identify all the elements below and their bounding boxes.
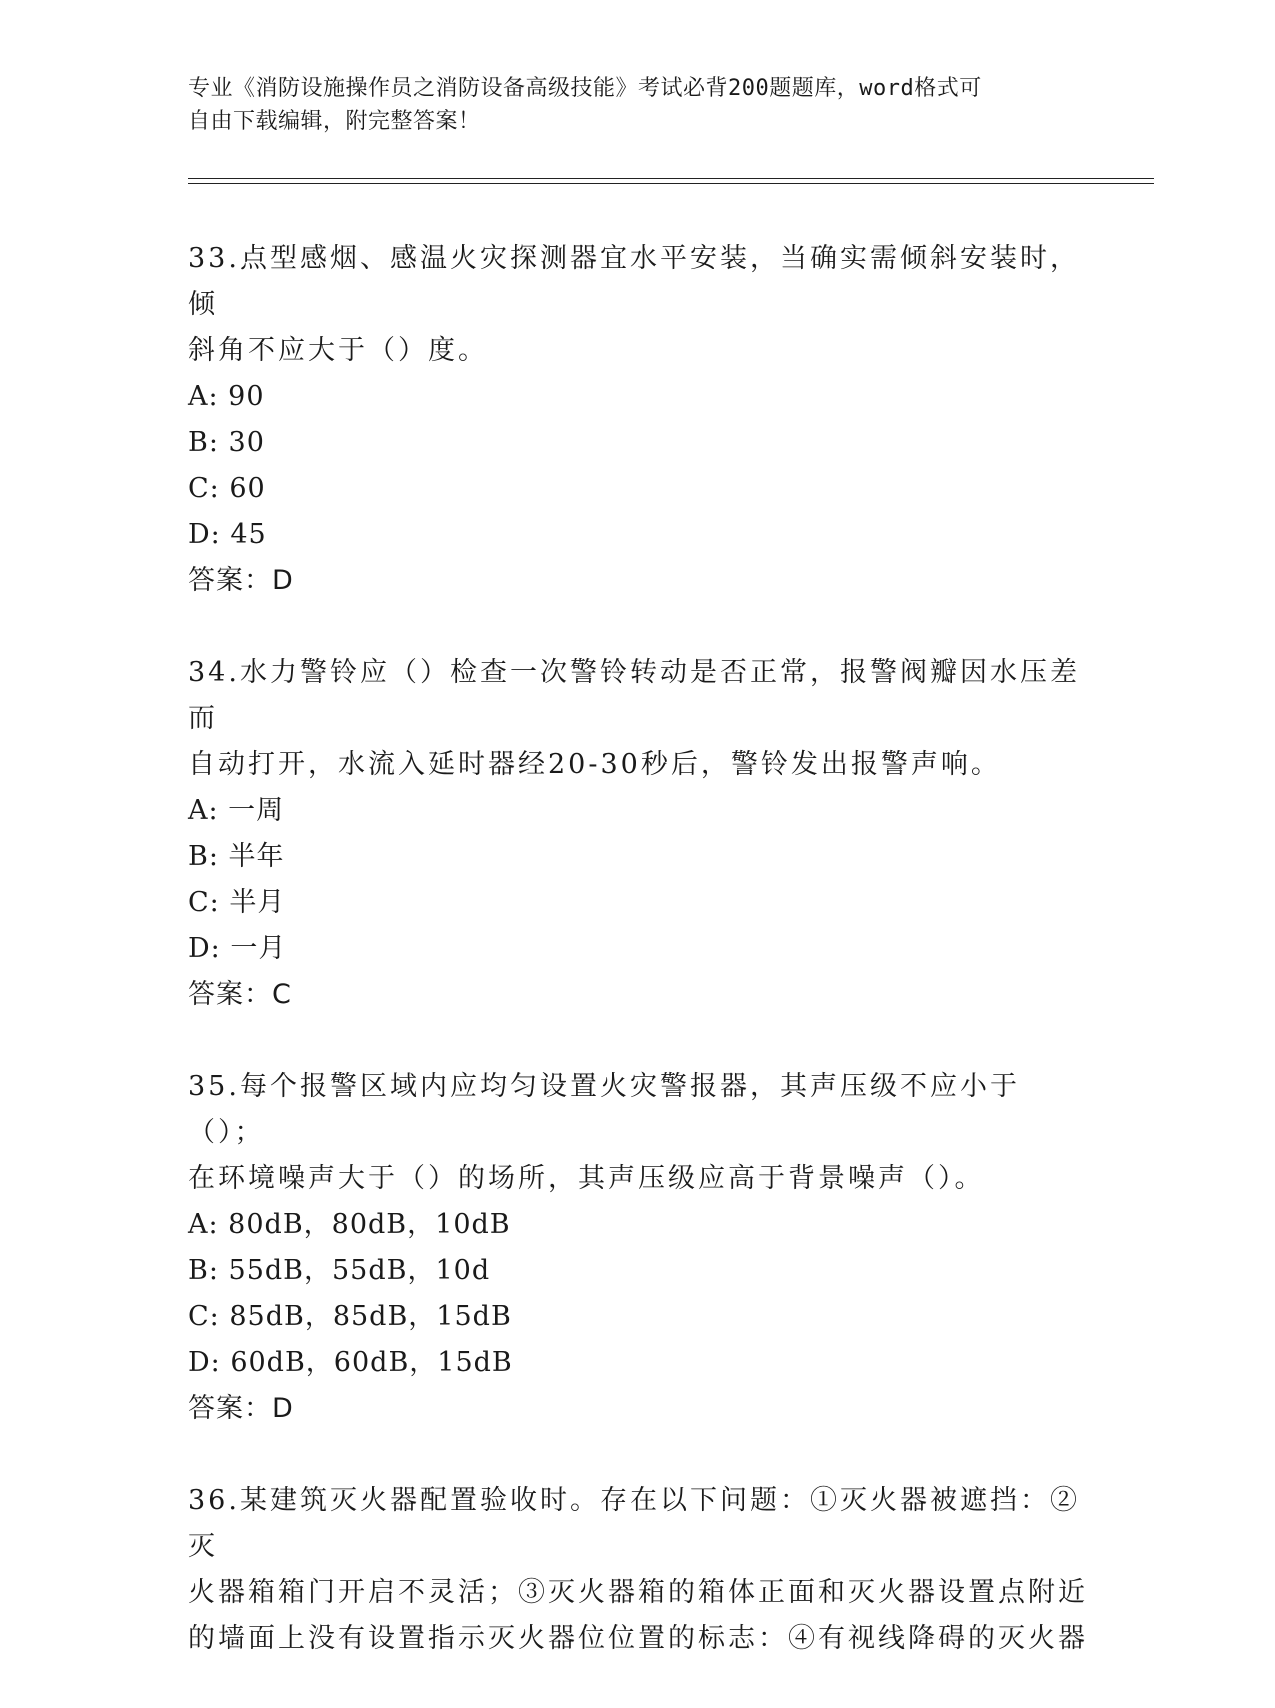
option-b: B: 半年 bbox=[188, 841, 285, 872]
option-a: A: 一周 bbox=[188, 795, 285, 826]
header-line-2: 自由下载编辑，附完整答案！ bbox=[188, 109, 481, 134]
question-text: 34.水力警铃应（）检查一次警铃转动是否正常，报警阀瓣因水压差而 自动打开，水流入延时器经20-30秒后，警铃发出报警声响。 bbox=[188, 657, 1080, 780]
option-d: D: 60dB，60dB，15dB bbox=[188, 1347, 513, 1378]
option-b: B: 30 bbox=[188, 427, 265, 458]
option-b: B: 55dB，55dB，10d bbox=[188, 1255, 491, 1286]
header-line-1: 专业《消防设施操作员之消防设备高级技能》考试必背200题题库，word格式可 bbox=[188, 76, 982, 101]
header-divider-bottom bbox=[188, 183, 1154, 184]
question-35 bbox=[188, 1064, 1088, 1432]
question-text: 35.每个报警区域内应均匀设置火灾警报器，其声压级不应小于（）； 在环境噪声大于（）的场所，其声压级应高于背景噪声（）。 bbox=[188, 1071, 1020, 1194]
question-text: 33.点型感烟、感温火灾探测器宜水平安装，当确实需倾斜安装时，倾 斜角不应大于（）度。 bbox=[188, 243, 1080, 366]
answer: 答案：D bbox=[188, 1393, 294, 1424]
header-divider-top bbox=[188, 178, 1154, 179]
question-text: 36.某建筑灭火器配置验收时。存在以下问题：①灭火器被遮挡：②灭 火器箱箱门开启不灵活；③灭火器箱的箱体正面和灭火器设置点附近 的墙面上没有设置指示灭火器位位置的标志：④有视线降碍的灭火器 bbox=[188, 1485, 1088, 1654]
answer: 答案：C bbox=[188, 979, 292, 1010]
option-c: C: 60 bbox=[188, 473, 266, 504]
option-c: C: 85dB，85dB，15dB bbox=[188, 1301, 512, 1332]
option-c: C: 半月 bbox=[188, 887, 286, 918]
option-d: D: 一月 bbox=[188, 933, 287, 964]
option-a: A: 80dB，80dB，10dB bbox=[188, 1209, 511, 1240]
document-header bbox=[188, 72, 1088, 138]
option-a: A: 90 bbox=[188, 381, 265, 412]
option-d: D: 45 bbox=[188, 519, 267, 550]
question-33 bbox=[188, 236, 1088, 604]
question-list bbox=[188, 236, 1088, 1708]
answer: 答案：D bbox=[188, 565, 294, 596]
question-36 bbox=[188, 1478, 1088, 1662]
question-34 bbox=[188, 650, 1088, 1018]
